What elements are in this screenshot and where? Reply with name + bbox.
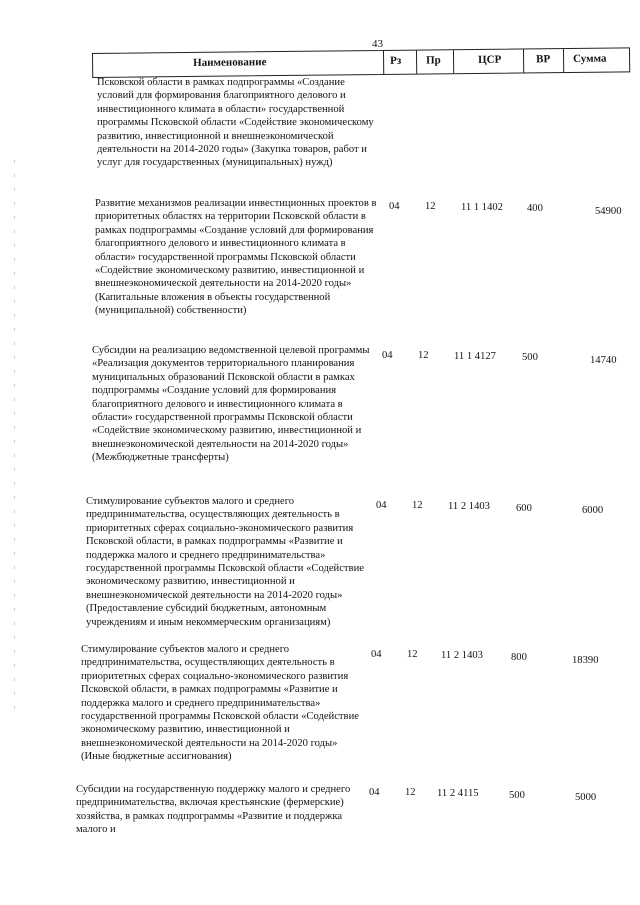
row-csr: 11 1 4127	[454, 351, 496, 362]
row-csr: 11 1 1402	[461, 202, 503, 213]
header-vr: ВР	[536, 53, 551, 66]
row-name: Субсидии на государственную поддержку малого и среднего предпринимательства, включая крестьянские (фермерские) хозяйства, в рамках подпрограммы «Развитие и поддержка малого и	[76, 784, 351, 836]
row-name: Развитие механизмов реализации инвестиционных проектов в приоритетных областях на территории Псковской области в рамках подпрограммы «Создание условий для формирования благоприятного делового и инвестиционного климата в области» государственной программы Псковской области «Содействие экономическому развитию, инвестиционной и внешнеэкономической деятельности на 2014-2020 годы» (Капитальные вложения в объекты государственной (муниципальной) собственности)	[95, 198, 377, 317]
row-rz: 04	[382, 350, 393, 361]
row-csr: 11 2 1403	[441, 650, 483, 661]
row-vr: 400	[527, 203, 543, 214]
row-csr: 11 2 4115	[437, 788, 479, 799]
row-pr: 12	[405, 787, 416, 798]
row-rz: 04	[389, 201, 400, 212]
row-rz: 04	[369, 787, 380, 798]
row-pr: 12	[425, 201, 436, 212]
row-pr: 12	[412, 500, 423, 511]
row-csr: 11 2 1403	[448, 501, 490, 512]
header-rz: Рз	[390, 54, 402, 67]
row-sum: 5000	[575, 792, 597, 803]
row-vr: 600	[516, 503, 532, 514]
row-name: Стимулирование субъектов малого и среднего предпринимательства, осуществляющих деятельность в приоритетных сферах социально-экономического развития Псковской области, в рамках подпрограммы «Развитие и поддержка малого и среднего предпринимательства» государственной программы Псковской области «Содействие экономическому развитию, инвестиционной и внешнеэкономической деятельности на 2014-2020 годы» (Иные бюджетные ассигнования)	[81, 644, 359, 763]
header-pr: Пр	[426, 54, 441, 67]
row-rz: 04	[371, 649, 382, 660]
header-name: Наименование	[193, 56, 267, 69]
header-sum: Сумма	[573, 52, 607, 65]
row-sum: 14740	[590, 355, 617, 366]
row-sum: 6000	[582, 505, 604, 516]
row-name: Стимулирование субъектов малого и среднего предпринимательства, осуществляющих деятельность в приоритетных сферах социально-экономического развития Псковской области, в рамках подпрограммы «Развитие и поддержка малого и среднего предпринимательства» государственной программы Псковской области «Содействие экономическому развитию, инвестиционной и внешнеэкономической деятельности на 2014-2020 годы» (Предоставление субсидий бюджетным, автономным учреждениям и иным некоммерческим организациям)	[86, 496, 364, 628]
row-pr: 12	[418, 350, 429, 361]
row-sum: 54900	[595, 206, 622, 217]
row-name: Псковской области в рамках подпрограммы «Создание условий для формирования благоприятного делового и инвестиционного климата в области» государственной программы Псковской области «Содействие экономическому развитию, инвестиционной и внешнеэкономической деятельности на 2014-2020 годы» (Закупка товаров, работ и услуг для государственных (муниципальных) нужд)	[97, 77, 374, 169]
row-sum: 18390	[572, 655, 599, 666]
row-pr: 12	[407, 649, 418, 660]
row-vr: 500	[509, 790, 525, 801]
row-vr: 800	[511, 652, 527, 663]
header-csr: ЦСР	[478, 53, 502, 66]
page-number: 43	[372, 38, 383, 50]
row-vr: 500	[522, 352, 538, 363]
row-name: Субсидии на реализацию ведомственной целевой программы «Реализация документов территориального планирования муниципальных образований Псковской области в рамках подпрограммы «Создание условий для формирования благоприятного делового и инвестиционного климата в области» государственной программы Псковской области «Содействие экономическому развитию, инвестиционной и внешнеэкономической деятельности на 2014-2020 годы» (Межбюджетные трансферты)	[92, 345, 370, 464]
row-rz: 04	[376, 500, 387, 511]
